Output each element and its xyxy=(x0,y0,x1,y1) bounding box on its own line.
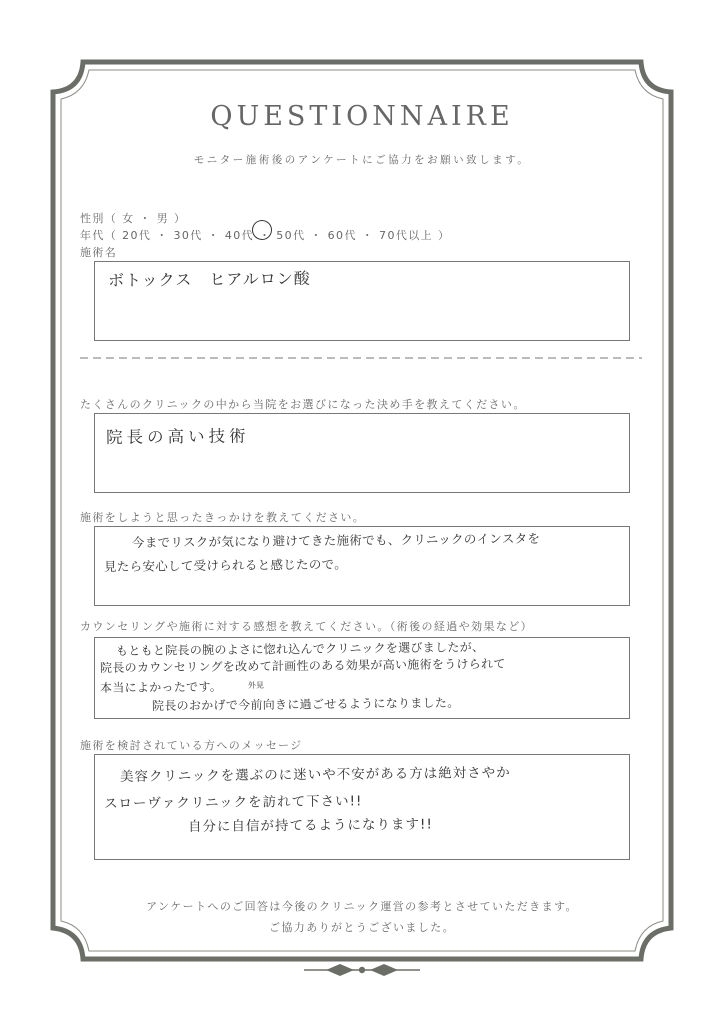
gender-line: 性別（ 女 ・ 男 ） xyxy=(80,212,187,225)
q3-annotation: 外見 xyxy=(247,680,265,690)
q3-label: カウンセリングや施術に対する感想を教えてください。（術後の経過や効果など） xyxy=(80,620,534,633)
q3-answer-line: 院長のおかげで今前向きに過ごせるようになりました。 xyxy=(151,695,460,713)
q2-answer-line: 見たら安心して受けられると感じたので。 xyxy=(103,556,348,574)
page-subtitle: モニター施術後のアンケートにご協力をお願い致します。 xyxy=(193,154,531,166)
q4-answer-line: スローヴァクリニックを訪れて下さい!! xyxy=(103,793,363,812)
q4-label: 施術を検討されている方へのメッセージ xyxy=(80,739,303,752)
treatment-label: 施術名 xyxy=(80,246,118,259)
q1-label: たくさんのクリニックの中から当院をお選びになった決め手を教えてください。 xyxy=(80,398,526,411)
footer-thanks: ご協力ありがとうございました。 xyxy=(269,921,455,934)
bottom-ornament xyxy=(304,964,420,976)
q1-answer-line: 院長の高い技術 xyxy=(105,426,250,447)
q3-answer-line: 院長のカウンセリングを改めて計画性のある効果が高い施術をうけられて xyxy=(99,656,506,675)
q4-answer-line: 自分に自信が持てるようになります!! xyxy=(187,816,433,835)
age-line: 年代（ 20代 ・ 30代 ・ 40代 ・ 50代 ・ 60代 ・ 70代以上 ） xyxy=(80,229,451,242)
q3-answer-line: もともと院長の腕のよさに惚れ込んでクリニックを選びましたが、 xyxy=(115,640,485,658)
treatment-answer: ボトックス ヒアルロン酸 xyxy=(107,268,311,290)
q4-answer-line: 美容クリニックを選ぶのに迷いや不安がある方は絶対さやか xyxy=(119,764,511,785)
q2-answer-line: 今までリスクが気になり避けてきた施術でも、クリニックのインスタを xyxy=(131,530,541,550)
footer-note: アンケートへのご回答は今後のクリニック運営の参考とさせていただきます。 xyxy=(146,900,578,913)
q3-answer-line: 本当によかったです。 xyxy=(99,679,223,695)
q2-label: 施術をしようと思ったきっかけを教えてください。 xyxy=(80,511,366,524)
page-title: QUESTIONNAIRE xyxy=(210,101,514,132)
